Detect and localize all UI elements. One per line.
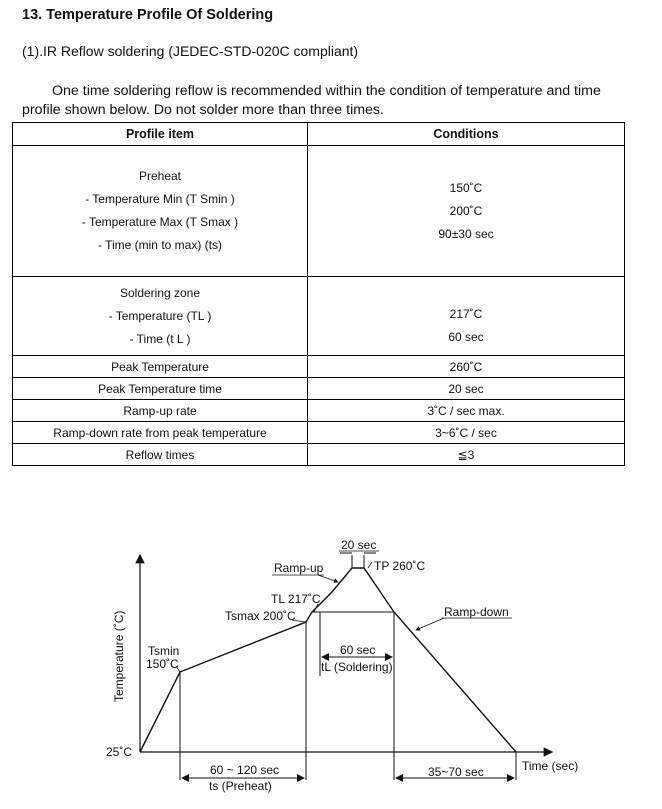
soldering-time-label: 60 sec bbox=[340, 643, 376, 657]
preheat-phase-label: ts (Preheat) bbox=[209, 779, 272, 793]
row-value: ≦3 bbox=[308, 444, 625, 466]
tsmin-label: Tsmin bbox=[148, 644, 180, 658]
preheat-time-label: 60 ~ 120 sec bbox=[210, 763, 280, 777]
row-item: Peak Temperature bbox=[13, 356, 308, 378]
preheat-item-tmin: - Temperature Min (T Smin ) bbox=[85, 192, 235, 206]
tp-label: TP 260˚C bbox=[374, 559, 426, 573]
ramp-down-label: Ramp-down bbox=[444, 605, 509, 619]
preheat-value-tmin: 150˚C bbox=[449, 180, 483, 195]
ramp-down-leader bbox=[416, 618, 444, 630]
y-axis-label: Temperature (˚C) bbox=[112, 610, 126, 702]
soldering-value-temp: 217˚C bbox=[449, 307, 483, 321]
tsmax-label: Tsmax 200˚C bbox=[225, 609, 296, 623]
row-item: Ramp-up rate bbox=[13, 400, 308, 422]
soldering-value-time: 60 sec bbox=[448, 330, 484, 344]
row-item: Reflow times bbox=[13, 444, 308, 466]
cooldown-time-label: 35~70 sec bbox=[428, 765, 484, 779]
ramp-up-label: Ramp-up bbox=[274, 561, 324, 575]
soldering-item-temp: - Temperature (TL ) bbox=[108, 308, 212, 323]
subsection-heading: (1).IR Reflow soldering (JEDEC-STD-020C compliant) bbox=[22, 43, 359, 59]
ramp-up-leader bbox=[318, 575, 338, 582]
row-item: Peak Temperature time bbox=[13, 378, 308, 400]
preheat-item-time: - Time (min to max) (ts) bbox=[97, 238, 222, 252]
section-heading: 13. Temperature Profile Of Soldering bbox=[22, 7, 274, 23]
peak-leader bbox=[368, 562, 372, 568]
soldering-phase-label: tL (Soldering) bbox=[321, 660, 393, 674]
x-axis-label: Time (sec) bbox=[522, 759, 579, 773]
row-value: 20 sec bbox=[308, 378, 625, 400]
intro-text-line-1: One time soldering reflow is recommended within the condition of temperature and time bbox=[52, 83, 601, 99]
preheat-value-time: 90±30 sec bbox=[438, 226, 494, 241]
tsmin-temp-label: 150˚C bbox=[146, 657, 179, 671]
row-value: 260˚C bbox=[308, 356, 625, 378]
row-item: Ramp-down rate from peak temperature bbox=[13, 422, 308, 444]
preheat-value-tmax: 200˚C bbox=[449, 203, 483, 218]
intro-text-line-2: profile shown below. Do not solder more than three times. bbox=[22, 102, 384, 118]
header-conditions: Conditions bbox=[308, 123, 625, 146]
soldering-item-title: Soldering zone bbox=[119, 285, 201, 300]
preheat-item-title: Preheat bbox=[138, 169, 182, 183]
row-value: 3˚C / sec max. bbox=[308, 400, 625, 422]
soldering-item-time: - Time (t L ) bbox=[129, 331, 191, 346]
tl-label: TL 217˚C bbox=[271, 592, 321, 606]
header-profile-item: Profile item bbox=[13, 123, 308, 146]
row-value: 3~6˚C / sec bbox=[308, 422, 625, 444]
peak-time-label: 20 sec bbox=[341, 538, 377, 552]
preheat-item-tmax: - Temperature Max (T Smax ) bbox=[81, 215, 239, 229]
base-temp-label: 25˚C bbox=[106, 745, 133, 759]
